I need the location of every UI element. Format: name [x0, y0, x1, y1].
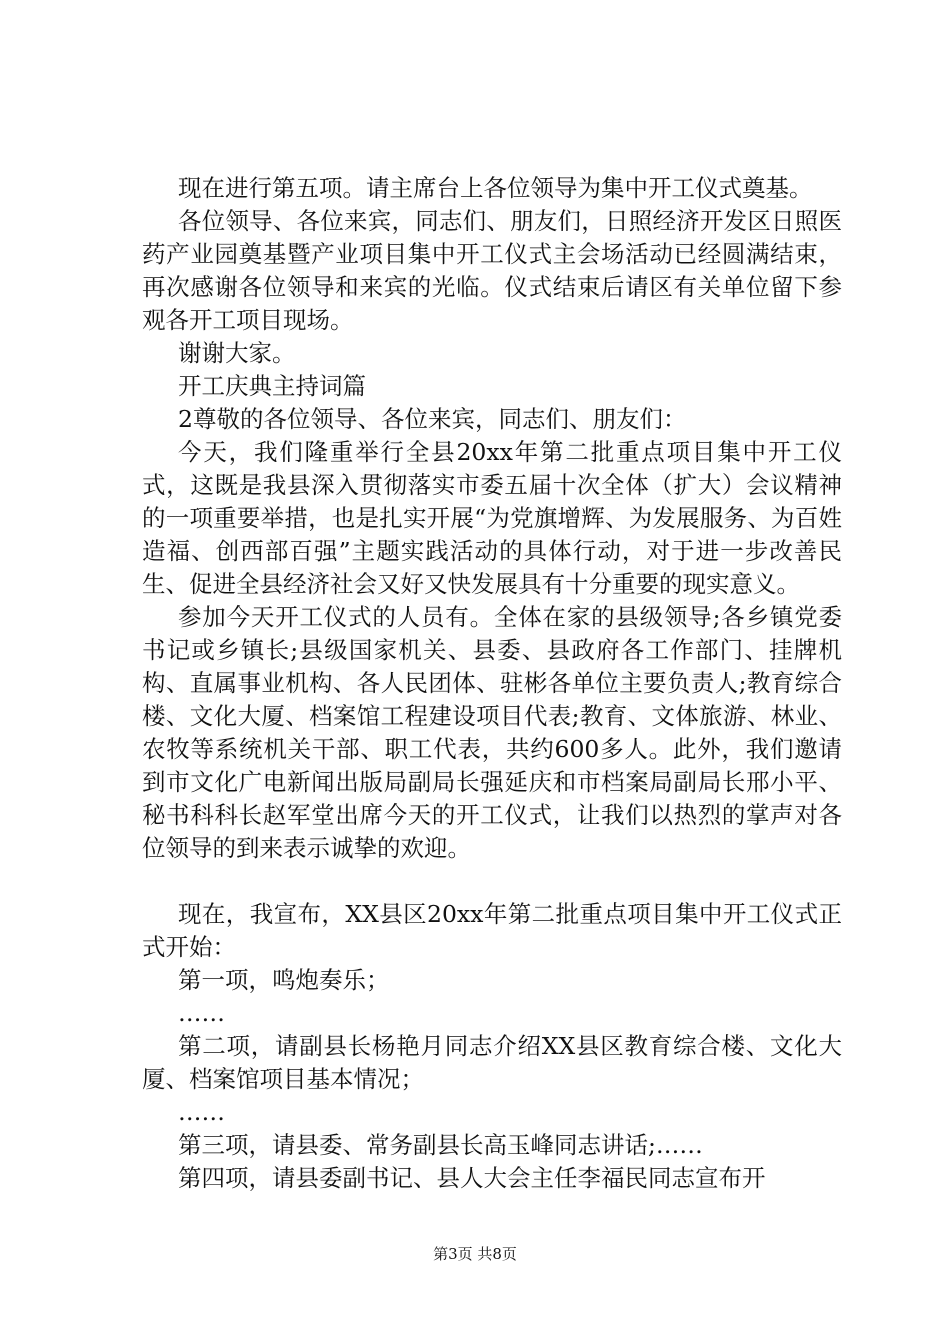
paragraph: 今天，我们隆重举行全县20xx年第二批重点项目集中开工仪式，这既是我县深入贯彻落实市委五届十次全体（扩大）会议精神的一项重要举措，也是扎实开展“为党旗增辉、为发展服务、为百姓造福、创西部百强”主题实践活动的具体行动，对于进一步改善民生、促进全县经济社会又好又快发展具有十分重要的现实意义。 [142, 438, 842, 598]
ellipsis-line: …… [178, 999, 225, 1027]
paragraph: 谢谢大家。 [178, 339, 296, 367]
paragraph: 2尊敬的各位领导、各位来宾，同志们、朋友们： [178, 405, 687, 433]
paragraph: 第二项，请副县长杨艳月同志介绍XX县区教育综合楼、文化大厦、档案馆项目基本情况； [142, 1032, 842, 1093]
page-footer [0, 1244, 950, 1264]
page-total: 共8页 [477, 1245, 517, 1263]
paragraph: 第一项，鸣炮奏乐； [178, 966, 390, 994]
paragraph: 现在进行第五项。请主席台上各位领导为集中开工仪式奠基。 [178, 174, 813, 202]
section-heading: 开工庆典主持词篇 [178, 372, 366, 400]
paragraph: 第四项，请县委副书记、县人大会主任李福民同志宣布开 [178, 1164, 766, 1192]
paragraph: 第三项，请县委、常务副县长高玉峰同志讲话;…… [178, 1131, 703, 1159]
page-number: 第3页 [433, 1245, 473, 1263]
paragraph: 各位领导、各位来宾，同志们、朋友们，日照经济开发区日照医药产业园奠基暨产业项目集中开工仪式主会场活动已经圆满结束，再次感谢各位领导和来宾的光临。仪式结束后请区有关单位留下参观各开工项目现场。 [142, 207, 842, 334]
ellipsis-line: …… [178, 1098, 225, 1126]
document-body [142, 172, 842, 1195]
paragraph: 参加今天开工仪式的人员有。全体在家的县级领导;各乡镇党委书记或乡镇长;县级国家机关、县委、县政府各工作部门、挂牌机构、直属事业机构、各人民团体、驻彬各单位主要负责人;教育综合楼、文化大厦、档案馆工程建设项目代表;教育、文体旅游、林业、农牧等系统机关干部、职工代表，共约600多人。此外，我们邀请到市文化广电新闻出版局副局长强延庆和市档案局副局长邢小平、秘书科科长赵军堂出席今天的开工仪式，让我们以热烈的掌声对各位领导的到来表示诚挚的欢迎。 [142, 603, 842, 862]
paragraph: 现在，我宣布，XX县区20xx年第二批重点项目集中开工仪式正式开始： [142, 900, 842, 961]
